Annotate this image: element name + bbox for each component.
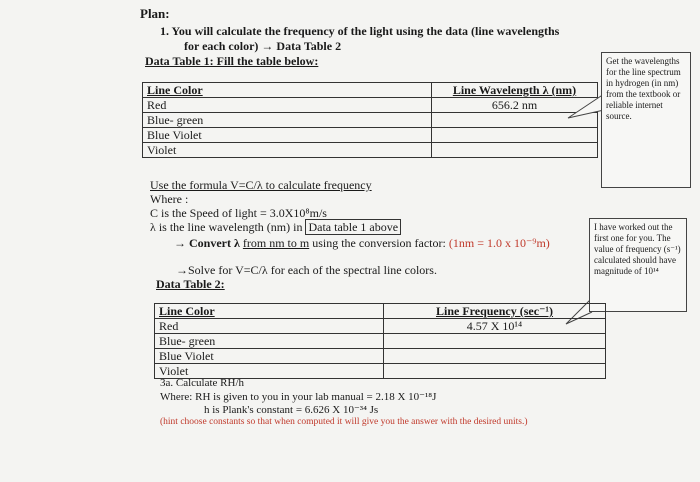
c-definition: C is the Speed of light = 3.0X10⁸m/s xyxy=(150,206,327,220)
table-row xyxy=(155,319,606,334)
table-cell[interactable]: 656.2 nm xyxy=(432,98,598,113)
table-cell[interactable] xyxy=(432,143,598,158)
table-cell: Blue Violet xyxy=(155,349,384,364)
formula-line xyxy=(150,178,372,193)
data-table-2 xyxy=(154,303,606,379)
table-cell: Blue- green xyxy=(143,113,432,128)
callout-wavelength-note: Get the wavelengths for the line spectrum in hydrogen (in nm) from the textbook or reliable internet source. xyxy=(601,52,691,188)
table-cell[interactable]: 4.57 X 10¹⁴ xyxy=(384,319,606,334)
step3-line2: Where: RH is given to you in your lab manual = 2.18 X 10⁻¹⁸J xyxy=(160,391,437,403)
table2-heading: Data Table 2: xyxy=(156,277,225,291)
table-cell: Red xyxy=(155,319,384,334)
table-header: Line Wavelength λ (nm) xyxy=(432,83,598,98)
table-cell: Violet xyxy=(143,143,432,158)
convert-factor: (1nm = 1.0 x 10⁻⁹m) xyxy=(448,236,550,250)
convert-line xyxy=(174,236,550,251)
lambda-def-boxed: Data table 1 above xyxy=(305,219,401,235)
where-label: Where : xyxy=(150,192,189,206)
table-row xyxy=(143,128,598,143)
lambda-def-text: λ is the line wavelength (nm) in xyxy=(150,220,303,234)
table-header: Line Color xyxy=(155,304,384,319)
callout-frequency-note: I have worked out the first one for you. The value of frequency (s⁻¹) calculated should have magnitude of 10¹⁴ xyxy=(589,218,687,312)
table-row xyxy=(143,83,598,98)
table-cell[interactable] xyxy=(384,349,606,364)
table1-heading: Data Table 1: Fill the table below: xyxy=(145,54,319,68)
table-header: Line Color xyxy=(143,83,432,98)
table-cell[interactable] xyxy=(432,128,598,143)
solve-line: →Solve for V=C/λ for each of the spectral line colors. xyxy=(176,263,437,277)
table-header: Line Frequency (sec⁻¹) xyxy=(384,304,606,319)
table-cell[interactable] xyxy=(384,364,606,379)
lambda-definition xyxy=(150,220,401,235)
plan-title: Plan: xyxy=(140,6,170,21)
step1-line2: for each color) → Data Table 2 xyxy=(184,39,342,53)
step3-line1: 3a. Calculate RH/h xyxy=(160,377,245,389)
hint-text: (hint choose constants so that when computed it will give you the answer with the desired units.) xyxy=(160,417,528,427)
table-row xyxy=(155,349,606,364)
step3-line3: h is Plank's constant = 6.626 X 10⁻³⁴ Js xyxy=(204,404,379,416)
table-row xyxy=(143,113,598,128)
table-cell: Blue- green xyxy=(155,334,384,349)
table-cell: Violet xyxy=(155,364,384,379)
data-table-1 xyxy=(142,82,598,158)
table-row xyxy=(143,98,598,113)
table-row xyxy=(155,334,606,349)
table-row xyxy=(143,143,598,158)
table-cell: Blue Violet xyxy=(143,128,432,143)
convert-mid: using the conversion factor: xyxy=(312,236,446,250)
convert-prefix: → Convert λ xyxy=(174,236,240,250)
table-row xyxy=(155,304,606,319)
step1-line1: 1. You will calculate the frequency of the light using the data (line wavelengths xyxy=(160,24,560,38)
convert-link[interactable]: from nm to m xyxy=(242,236,310,250)
table-cell[interactable] xyxy=(384,334,606,349)
table-cell: Red xyxy=(143,98,432,113)
formula-text: Use the formula V=C/λ to calculate frequency xyxy=(150,178,372,192)
